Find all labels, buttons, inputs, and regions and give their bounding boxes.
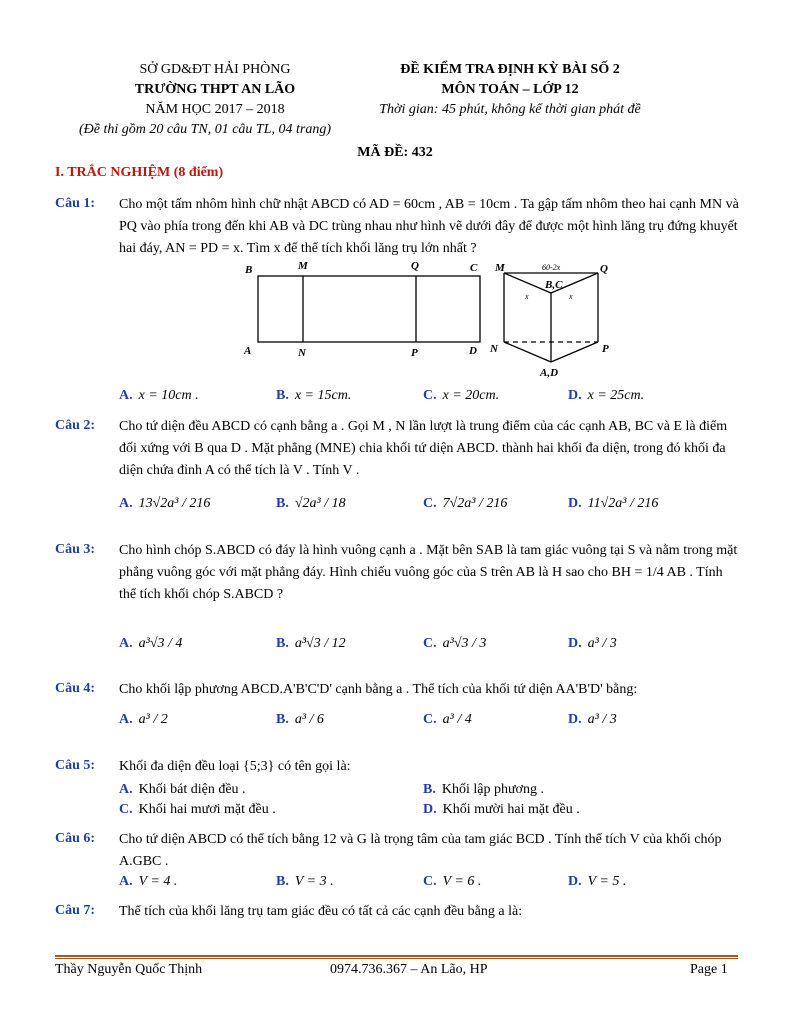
option-letter: B. (276, 874, 289, 889)
question-1-figure (240, 258, 620, 383)
option-c[interactable] (423, 636, 486, 652)
question-text (119, 756, 739, 778)
exam-title: ĐỀ KIỂM TRA ĐỊNH KỲ BÀI SỐ 2 (400, 62, 620, 77)
question-label: Câu 4: (55, 681, 96, 696)
label-P: P (411, 347, 418, 359)
option-letter: D. (568, 712, 582, 727)
question-text (119, 829, 739, 873)
question-3-text: Cho hình chóp S.ABCD có đáy là hình vuông cạnh a . Mặt bên SAB là tam giác vuông tại S và nằm trong mặt phẳng vuông góc với mặt phẳng đáy. Hình chiếu vuông góc của S trên AB là H sao cho BH = 1/4 AB . Tính thể tích khối chóp S.ABCD ? (119, 543, 738, 602)
option-d[interactable] (423, 802, 580, 818)
label-M: M (298, 260, 308, 272)
question-text (119, 540, 739, 606)
option-text: a³ / 3 (587, 636, 617, 651)
option-text: 11√2a³ / 216 (587, 496, 659, 511)
exam-time: Thời gian: 45 phút, không kể thời gian phát đề (379, 102, 641, 117)
option-c[interactable] (423, 874, 481, 890)
header-school: TRƯỜNG THPT AN LÃO (134, 82, 296, 97)
question-2-text: Cho tứ diện đều ABCD có cạnh bằng a . Gọi M , N lần lượt là trung điểm của các cạnh AB, BC và E là điểm đối xứng với B qua D . Mặt phẳng (MNE) chia khối tứ diện ABCD. thành hai khối đa diện, trong đó khối đa diện chứa đỉnh A có thể tích là V . Tính V . (119, 419, 728, 478)
question-label: Câu 7: (55, 903, 96, 918)
option-c[interactable] (119, 802, 276, 818)
option-letter: C. (423, 636, 437, 651)
prism-label-x1: x (525, 292, 529, 301)
question-7-text: Thể tích của khối lăng trụ tam giác đều có tất cả các cạnh đều bằng a là: (119, 904, 523, 919)
option-letter: D. (568, 496, 582, 511)
footer-page: Page 1 (690, 962, 728, 977)
option-a[interactable] (119, 496, 210, 512)
option-b[interactable] (276, 496, 346, 512)
label-D: D (469, 345, 477, 357)
question-label: Câu 5: (55, 758, 96, 773)
label-N: N (298, 347, 306, 359)
prism-label-N: N (490, 343, 498, 355)
option-text: V = 5 . (587, 874, 627, 889)
header-year: NĂM HỌC 2017 – 2018 (145, 102, 285, 117)
option-c[interactable] (423, 388, 499, 404)
option-letter: B. (423, 782, 436, 797)
exam-code: MÃ ĐỀ: 432 (357, 145, 433, 160)
option-text: 7√2a³ / 216 (442, 496, 508, 511)
option-letter: C. (423, 496, 437, 511)
question-label: Câu 1: (55, 196, 96, 211)
option-text: x = 10cm . (138, 388, 199, 403)
option-letter: B. (276, 636, 289, 651)
option-letter: A. (119, 636, 133, 651)
option-a[interactable] (119, 782, 246, 798)
option-text: Khối lập phương . (441, 782, 544, 797)
option-d[interactable] (568, 388, 644, 404)
option-b[interactable] (276, 712, 324, 728)
option-d[interactable] (568, 496, 658, 512)
option-text: a³√3 / 4 (138, 636, 183, 651)
folded-sheet-diagram (258, 276, 480, 342)
option-text: Khối hai mươi mặt đều . (138, 802, 276, 817)
option-letter: A. (119, 874, 133, 889)
option-a[interactable] (119, 388, 199, 404)
option-d[interactable] (568, 636, 617, 652)
option-letter: B. (276, 712, 289, 727)
footer-rule-thin (55, 958, 738, 959)
option-text: Khối mười hai mặt đều . (442, 802, 580, 817)
option-d[interactable] (568, 712, 617, 728)
option-c[interactable] (423, 712, 472, 728)
option-text: √2a³ / 18 (294, 496, 346, 511)
option-letter: D. (568, 874, 582, 889)
option-letter: D. (568, 388, 582, 403)
option-letter: B. (276, 496, 289, 511)
option-text: a³√3 / 12 (294, 636, 346, 651)
option-letter: A. (119, 782, 133, 797)
question-5-text: Khối đa diện đều loại {5;3} có tên gọi là: (119, 759, 351, 774)
question-text (119, 194, 739, 260)
option-text: a³ / 2 (138, 712, 168, 727)
option-letter: D. (568, 636, 582, 651)
option-text: V = 4 . (138, 874, 178, 889)
option-b[interactable] (276, 636, 346, 652)
option-text: x = 20cm. (442, 388, 500, 403)
prism-label-AD: A,D (540, 367, 559, 379)
option-text: a³ / 6 (294, 712, 324, 727)
question-text (119, 901, 739, 923)
option-a[interactable] (119, 874, 177, 890)
option-letter: B. (276, 388, 289, 403)
option-text: a³ / 4 (442, 712, 472, 727)
question-label: Câu 6: (55, 831, 96, 846)
option-a[interactable] (119, 712, 168, 728)
section-title: I. TRẮC NGHIỆM (8 điểm) (55, 165, 224, 180)
option-letter: C. (423, 712, 437, 727)
option-a[interactable] (119, 636, 182, 652)
question-1-text: Cho một tấm nhôm hình chữ nhật ABCD có AD = 60cm , AB = 10cm . Ta gập tấm nhôm theo hai cạnh MN và PQ vào phía trong đến khi AB và DC trùng nhau như hình vẽ dưới đây để được một hình lăng trụ đứng khuyết hai đáy, AN = PD = x. Tìm x để thể tích khối lăng trụ lớn nhất ? (119, 197, 739, 256)
option-letter: C. (423, 874, 437, 889)
option-b[interactable] (276, 388, 351, 404)
option-letter: C. (119, 802, 133, 817)
option-b[interactable] (276, 874, 334, 890)
label-B: B (245, 264, 253, 276)
question-label: Câu 2: (55, 418, 96, 433)
footer-rule (55, 955, 738, 957)
option-b[interactable] (423, 782, 544, 798)
exam-subject: MÔN TOÁN – LỚP 12 (441, 82, 579, 97)
question-text (119, 679, 739, 701)
label-C: C (470, 262, 478, 274)
prism-label-BC: B,C (545, 279, 563, 291)
option-letter: A. (119, 712, 133, 727)
option-letter: D. (423, 802, 437, 817)
option-d[interactable] (568, 874, 626, 890)
prism-label-Q: Q (600, 263, 608, 275)
option-text: V = 3 . (294, 874, 334, 889)
footer-author: Thầy Nguyễn Quốc Thịnh (55, 962, 203, 977)
option-c[interactable] (423, 496, 507, 512)
prism-label-x2: x (569, 292, 573, 301)
label-A: A (244, 345, 252, 357)
prism-label-M: M (495, 262, 505, 274)
option-text: 13√2a³ / 216 (138, 496, 211, 511)
header-note: (Đề thi gồm 20 câu TN, 01 câu TL, 04 trang) (79, 122, 331, 137)
question-6-text: Cho tứ diện ABCD có thể tích bằng 12 và G là trọng tâm của tam giác BCD . Tính thể tích V của khối chóp A.GBC . (119, 832, 722, 869)
label-Q: Q (411, 260, 419, 272)
prism-label-P: P (602, 343, 609, 355)
option-letter: A. (119, 496, 133, 511)
option-letter: A. (119, 388, 133, 403)
question-label: Câu 3: (55, 542, 96, 557)
header-dept: SỞ GD&ĐT HẢI PHÒNG (139, 62, 291, 77)
option-text: V = 6 . (442, 874, 482, 889)
option-text: x = 25cm. (587, 388, 645, 403)
option-text: x = 15cm. (294, 388, 352, 403)
option-text: a³√3 / 3 (442, 636, 487, 651)
prism-label-top: 60-2x (542, 263, 561, 272)
question-4-text: Cho khối lập phương ABCD.A'B'C'D' cạnh bằng a . Thể tích của khối tứ diện AA'B'D' bằng: (119, 682, 638, 697)
option-text: Khối bát diện đều . (138, 782, 246, 797)
option-text: a³ / 3 (587, 712, 617, 727)
option-letter: C. (423, 388, 437, 403)
footer-phone: 0974.736.367 – An Lão, HP (330, 962, 488, 977)
question-text (119, 416, 739, 482)
